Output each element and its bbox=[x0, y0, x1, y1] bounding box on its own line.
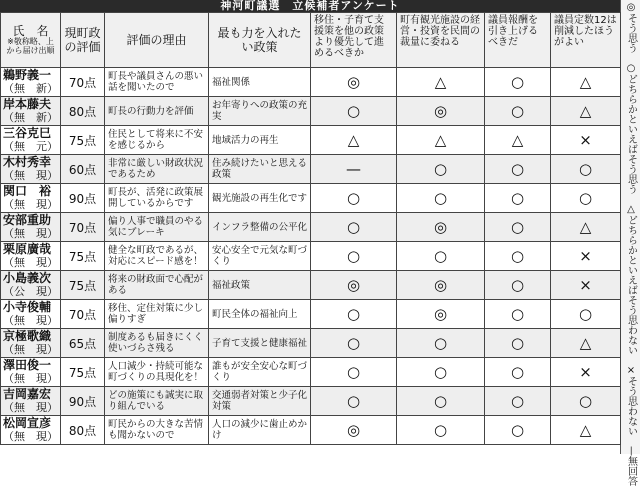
answer-q2: ○ bbox=[397, 358, 485, 387]
header-q4: 議員定数12は削減したほうがよい bbox=[551, 13, 621, 68]
reason-cell: 健全な町政であるが、対応にスピード感を！ bbox=[105, 242, 209, 271]
candidate-affiliation: （公 現） bbox=[3, 285, 58, 298]
answer-q1: ○ bbox=[311, 358, 397, 387]
answer-q3: ○ bbox=[485, 300, 551, 329]
answer-q4: ○ bbox=[551, 387, 621, 416]
header-q1: 移住・子育て支援策を他の政策より優先して進めるべきか bbox=[311, 13, 397, 68]
score-cell: 80点 bbox=[61, 97, 105, 126]
answer-q4: △ bbox=[551, 97, 621, 126]
policy-cell: 地域活力の再生 bbox=[209, 126, 311, 155]
candidate-name: 小島義次 bbox=[3, 271, 52, 285]
survey-table bbox=[0, 12, 621, 445]
policy-cell: 町民全体の福祉向上 bbox=[209, 300, 311, 329]
score-cell: 65点 bbox=[61, 329, 105, 358]
answer-q3: ○ bbox=[485, 358, 551, 387]
table-row bbox=[1, 416, 621, 445]
candidate-name: 鵜野義一 bbox=[3, 68, 52, 82]
candidate-name: 安部重助 bbox=[3, 213, 52, 227]
answer-q1: ○ bbox=[311, 97, 397, 126]
table-row bbox=[1, 242, 621, 271]
score-cell: 90点 bbox=[61, 387, 105, 416]
candidate-rows bbox=[1, 68, 621, 445]
candidate-name: 小寺俊輔 bbox=[3, 300, 52, 314]
answer-q3: ○ bbox=[485, 242, 551, 271]
answer-q2: ◎ bbox=[397, 97, 485, 126]
reason-cell: どの施策にも誠実に取り組んでいる bbox=[105, 387, 209, 416]
table-row bbox=[1, 271, 621, 300]
survey-title: 神河町議選 立候補者アンケート bbox=[220, 0, 400, 12]
answer-q3: ○ bbox=[485, 97, 551, 126]
answer-q1: ○ bbox=[311, 329, 397, 358]
answer-q4: ○ bbox=[551, 300, 621, 329]
table-row bbox=[1, 184, 621, 213]
answer-q4: ○ bbox=[551, 184, 621, 213]
candidate-name-cell bbox=[1, 184, 61, 213]
table-row bbox=[1, 155, 621, 184]
header-q3: 議員報酬を引き上げるべきだ bbox=[485, 13, 551, 68]
candidate-name-cell bbox=[1, 97, 61, 126]
policy-cell: 子育て支援と健康福祉 bbox=[209, 329, 311, 358]
score-cell: 75点 bbox=[61, 271, 105, 300]
score-cell: 70点 bbox=[61, 213, 105, 242]
answer-q2: ○ bbox=[397, 155, 485, 184]
table-row bbox=[1, 213, 621, 242]
candidate-name: 京極歌織 bbox=[3, 329, 52, 343]
candidate-name-cell bbox=[1, 358, 61, 387]
policy-cell: 福祉関係 bbox=[209, 68, 311, 97]
candidate-affiliation: （無 新） bbox=[3, 82, 58, 95]
answer-q3: ○ bbox=[485, 213, 551, 242]
policy-cell: 住み続けたいと思える政策 bbox=[209, 155, 311, 184]
answer-q1: — bbox=[311, 155, 397, 184]
candidate-affiliation: （無 元） bbox=[3, 140, 58, 153]
answer-q4: △ bbox=[551, 68, 621, 97]
table-row bbox=[1, 300, 621, 329]
answer-q1: ○ bbox=[311, 184, 397, 213]
candidate-name-cell bbox=[1, 329, 61, 358]
answer-q2: ◎ bbox=[397, 213, 485, 242]
reason-cell: 制度あるも届きにくく使いづらさ残る bbox=[105, 329, 209, 358]
candidate-name: 吉岡嘉宏 bbox=[3, 387, 52, 401]
answer-q1: ○ bbox=[311, 300, 397, 329]
answer-q4: × bbox=[551, 126, 621, 155]
answer-q4: × bbox=[551, 358, 621, 387]
answer-q4: ○ bbox=[551, 155, 621, 184]
answer-q3: ○ bbox=[485, 184, 551, 213]
reason-cell: 人口減少・持続可能な町づくりの具現化を！ bbox=[105, 358, 209, 387]
reason-cell: 町民からの大きな苦情も聞かないので bbox=[105, 416, 209, 445]
answer-q2: ○ bbox=[397, 387, 485, 416]
candidate-affiliation: （無 現） bbox=[3, 314, 58, 327]
score-cell: 70点 bbox=[61, 68, 105, 97]
candidate-name-cell bbox=[1, 416, 61, 445]
candidate-name-cell bbox=[1, 242, 61, 271]
candidate-affiliation: （無 現） bbox=[3, 169, 58, 182]
answer-q3: ○ bbox=[485, 416, 551, 445]
answer-q2: △ bbox=[397, 68, 485, 97]
candidate-affiliation: （無 現） bbox=[3, 430, 58, 443]
candidate-name: 松岡宣彦 bbox=[3, 416, 52, 430]
score-cell: 75点 bbox=[61, 126, 105, 155]
answer-q2: ○ bbox=[397, 242, 485, 271]
answer-q2: ◎ bbox=[397, 271, 485, 300]
header-score: 現町政の評価 bbox=[61, 13, 105, 68]
header-row bbox=[1, 13, 621, 68]
answer-q3: ○ bbox=[485, 271, 551, 300]
answer-q2: ○ bbox=[397, 329, 485, 358]
score-cell: 60点 bbox=[61, 155, 105, 184]
answer-q3: ○ bbox=[485, 155, 551, 184]
candidate-name-cell bbox=[1, 68, 61, 97]
policy-cell: 安心安全で元気な町づくり bbox=[209, 242, 311, 271]
candidate-name: 関口 裕 bbox=[3, 184, 52, 198]
answer-q1: ◎ bbox=[311, 416, 397, 445]
policy-cell: 交通弱者対策と少子化対策 bbox=[209, 387, 311, 416]
candidate-name-cell bbox=[1, 213, 61, 242]
policy-cell: 観光施設の再生化です bbox=[209, 184, 311, 213]
policy-cell: 福祉政策 bbox=[209, 271, 311, 300]
answer-q2: △ bbox=[397, 126, 485, 155]
answer-q2: ○ bbox=[397, 184, 485, 213]
candidate-affiliation: （無 新） bbox=[3, 111, 58, 124]
header-policy: 最も力を入れたい政策 bbox=[209, 13, 311, 68]
table-row bbox=[1, 358, 621, 387]
table-row bbox=[1, 387, 621, 416]
candidate-affiliation: （無 現） bbox=[3, 227, 58, 240]
answer-q1: ○ bbox=[311, 242, 397, 271]
table-row bbox=[1, 97, 621, 126]
candidate-name: 木村秀幸 bbox=[3, 155, 52, 169]
reason-cell: 町長の行動力を評価 bbox=[105, 97, 209, 126]
mark-legend bbox=[620, 0, 640, 486]
answer-q3: ○ bbox=[485, 387, 551, 416]
score-cell: 75点 bbox=[61, 242, 105, 271]
answer-q2: ○ bbox=[397, 416, 485, 445]
table-row bbox=[1, 68, 621, 97]
header-reason: 評価の理由 bbox=[105, 13, 209, 68]
answer-q3: △ bbox=[485, 126, 551, 155]
candidate-affiliation: （無 現） bbox=[3, 401, 58, 414]
candidate-name-cell bbox=[1, 126, 61, 155]
answer-q1: ○ bbox=[311, 387, 397, 416]
answer-q4: △ bbox=[551, 329, 621, 358]
candidate-name-cell bbox=[1, 387, 61, 416]
table-row bbox=[1, 329, 621, 358]
reason-cell: 住民として将来に不安を感じるから bbox=[105, 126, 209, 155]
legend-text: ◎そう思う ○どちらかといえばそう思う △どちらかといえばそう思わない ×そう思わない —無回答 bbox=[625, 2, 637, 486]
answer-q1: ◎ bbox=[311, 271, 397, 300]
answer-q3: ○ bbox=[485, 68, 551, 97]
answer-q4: △ bbox=[551, 213, 621, 242]
reason-cell: 偏り人事で職員のやる気にブレーキ bbox=[105, 213, 209, 242]
candidate-name: 岸本藤夫 bbox=[3, 97, 52, 111]
answer-q2: ◎ bbox=[397, 300, 485, 329]
reason-cell: 町長や議員さんの悪い話を聞いたので bbox=[105, 68, 209, 97]
answer-q4: △ bbox=[551, 416, 621, 445]
policy-cell: お年寄りへの政策の充実 bbox=[209, 97, 311, 126]
score-cell: 80点 bbox=[61, 416, 105, 445]
policy-cell: 誰もが安全安心な町づくり bbox=[209, 358, 311, 387]
title-bar bbox=[0, 0, 620, 12]
header-q2: 町有観光施設の経営・投資を民間の裁量に委ねる bbox=[397, 13, 485, 68]
candidate-name-cell bbox=[1, 271, 61, 300]
candidate-affiliation: （無 現） bbox=[3, 198, 58, 211]
candidate-affiliation: （無 現） bbox=[3, 256, 58, 269]
candidate-name: 澤田俊一 bbox=[3, 358, 52, 372]
policy-cell: インフラ整備の公平化 bbox=[209, 213, 311, 242]
header-name-note: ※敬称略、上から届け出順 bbox=[6, 36, 55, 55]
candidate-affiliation: （無 現） bbox=[3, 343, 58, 356]
answer-q4: × bbox=[551, 271, 621, 300]
candidate-name-cell bbox=[1, 155, 61, 184]
header-name: 氏 名 ※敬称略、上から届け出順 bbox=[1, 13, 61, 68]
candidate-name: 栗原廣哉 bbox=[3, 242, 52, 256]
reason-cell: 移住、定住対策に少し偏りすぎ bbox=[105, 300, 209, 329]
reason-cell: 町長が、活発に政策展開しているからです bbox=[105, 184, 209, 213]
score-cell: 90点 bbox=[61, 184, 105, 213]
table-row bbox=[1, 126, 621, 155]
candidate-name: 三谷克巳 bbox=[3, 126, 52, 140]
answer-q4: × bbox=[551, 242, 621, 271]
score-cell: 70点 bbox=[61, 300, 105, 329]
score-cell: 75点 bbox=[61, 358, 105, 387]
reason-cell: 非常に厳しい財政状況であるため bbox=[105, 155, 209, 184]
answer-q1: △ bbox=[311, 126, 397, 155]
answer-q1: ◎ bbox=[311, 68, 397, 97]
candidate-affiliation: （無 現） bbox=[3, 372, 58, 385]
answer-q3: ○ bbox=[485, 329, 551, 358]
policy-cell: 人口の減少に歯止めかけ bbox=[209, 416, 311, 445]
candidate-name-cell bbox=[1, 300, 61, 329]
reason-cell: 将来の財政面で心配がある bbox=[105, 271, 209, 300]
answer-q1: ○ bbox=[311, 213, 397, 242]
